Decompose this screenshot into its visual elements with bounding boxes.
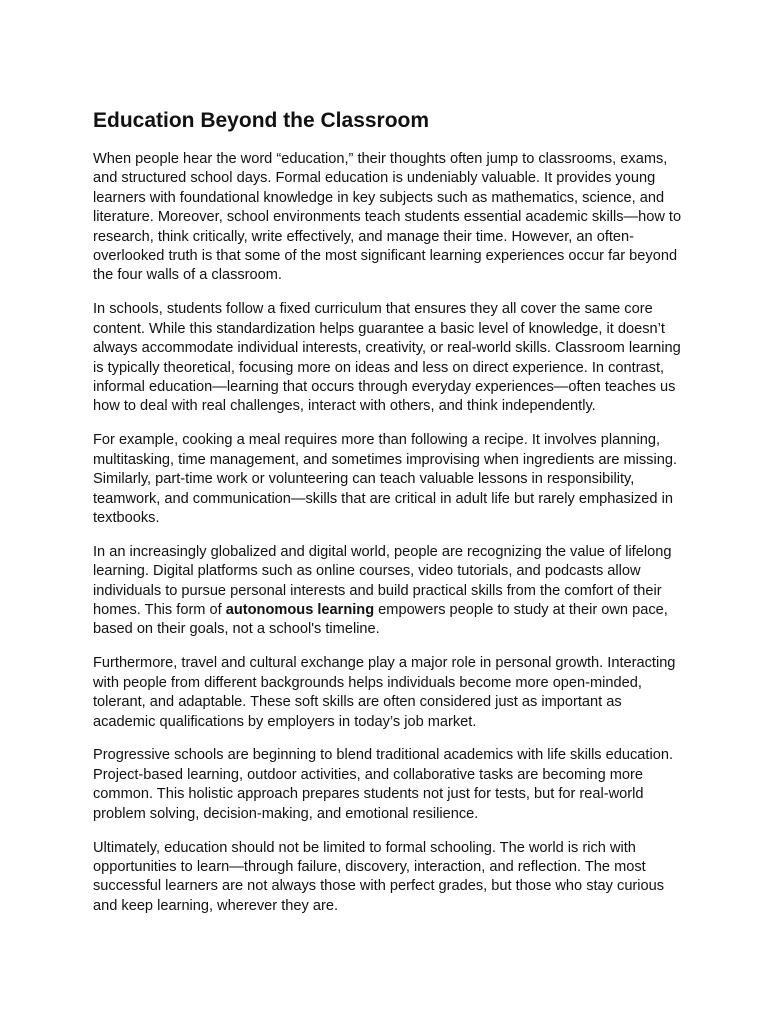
autonomous-learning-emphasis: autonomous learning: [225, 602, 375, 619]
paragraph-3: For example, cooking a meal requires more than following a recipe. It involves planning, multitasking, time management, and sometimes improvising when ingredients are missing. Similarly, part-time work or volunteering can teach valuable lessons in responsibility, teamwork, and communication—skills that are critical in adult life but rarely emphasized in textbooks.: [93, 432, 678, 526]
paragraph-6: Progressive schools are beginning to blend traditional academics with life skills education. Project-based learning, outdoor activities, and collaborative tasks are becoming more common. This holistic approach prepares students not just for tests, but for real-world problem solving, decision-making, and emotional resilience.: [93, 747, 674, 822]
paragraph-1: When people hear the word “education,” their thoughts often jump to classrooms, exams, and structured school days. Formal education is undeniably valuable. It provides young learners with foundational knowledge in key subjects such as mathematics, science, and literature. Moreover, school environments teach students essential academic skills—how to research, think critically, write effectively, and manage their time. However, an often-overlooked truth is that some of the most significant learning experiences occur far beyond the four walls of a classroom.: [93, 151, 682, 284]
document-title: Education Beyond the Classroom: [93, 109, 430, 132]
document-body: [93, 108, 683, 931]
paragraph-5: Furthermore, travel and cultural exchange play a major role in personal growth. Interacting with people from different backgrounds helps individuals become more open-minded, tolerant, and adaptable. These soft skills are often considered just as important as academic qualifications by employers in today’s job market.: [93, 655, 676, 730]
paragraph-7: Ultimately, education should not be limited to formal schooling. The world is rich with opportunities to learn—through failure, discovery, interaction, and reflection. The most successful learners are not always those with perfect grades, but those who stay curious and keep learning, wherever they are.: [93, 839, 665, 914]
paragraph-4-text-after: empowers people to study at their own pace, based on their goals, not a school's timeline.: [93, 602, 668, 638]
paragraph-2: In schools, students follow a fixed curriculum that ensures they all cover the same core content. While this standardization helps guarantee a basic level of knowledge, it doesn’t always accommodate individual interests, creativity, or real-world skills. Classroom learning is typically theoretical, focusing more on ideas and less on direct experience. In contrast, informal education—learning that occurs through everyday experiences—often teaches us how to deal with real challenges, interact with others, and think independently.: [93, 301, 681, 415]
paragraph-4: [93, 543, 683, 640]
paragraph-4-text-before: In an increasingly globalized and digital world, people are recognizing the value of lifelong learning. Digital platforms such as online courses, video tutorials, and podcasts allow individuals to pursue personal interests and build practical skills from the comfort of their homes. This form of: [93, 543, 672, 619]
